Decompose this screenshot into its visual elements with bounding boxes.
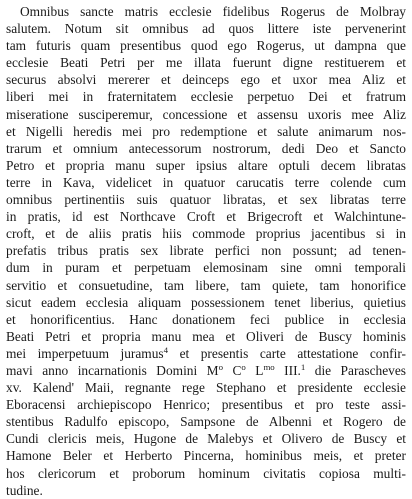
text-segment: mei imperpetuum juramus — [6, 345, 164, 361]
text-line-with-date — [6, 362, 406, 379]
text-segment: L — [245, 362, 264, 378]
text-line: croft, et de aliis pratis hiis commode proprius jacentibus si in — [6, 226, 406, 242]
text-line: Beati Petri et propria manu mea et Oliveri de Buscy hominis — [6, 328, 406, 344]
footnote-marker: 4 — [163, 345, 169, 356]
text-line: omnibus pertinentiis suis quatuor libratas, et sex libratas terre — [6, 192, 406, 208]
text-segment: III. — [274, 362, 301, 378]
ordinal-suffix: o — [218, 362, 223, 373]
text-line: tam futuris quam presentibus quod ego Rogerus, ut dampna que — [6, 38, 406, 54]
text-line: sicut eadem ecclesia aliquam possessionem tenet liberius, quietius — [6, 294, 406, 310]
text-line: securus absolvi mererer et deinceps ego et uxor mea Aliz et — [6, 72, 406, 88]
ordinal-suffix: o — [241, 362, 246, 373]
text-line: ecclesie Beati Petri per me illata fuerunt digne restituerem et — [6, 55, 406, 71]
charter-text — [6, 3, 406, 499]
text-line: Omnibus sancte matris ecclesie fidelibus Rogerus de Molbray — [20, 4, 406, 19]
text-segment: mavi anno incarnationis Domini M — [6, 362, 219, 378]
text-line: Cundi clericis meis, Hugone de Malebys et Olivero de Buscy et — [6, 431, 406, 447]
text-line: miseratione susciperemur, concessione et assensu uxoris mee Aliz — [6, 106, 406, 122]
text-line: Eboracensi archiepiscopo Henrico; presentibus et pro teste assi- — [6, 397, 406, 413]
text-line: dum in puram et perpetuam elemosinam sine omni temporali — [6, 260, 406, 276]
text-line: liberi mei in fraternitatem ecclesie perpetuo Dei et fratrum — [6, 89, 406, 105]
text-line: terre in Kava, videlicet in quatuor carucatis terre colende cum — [6, 174, 406, 190]
ordinal-suffix: mo — [263, 362, 275, 373]
text-line: et Nigelli heredis mei pro redemptione et salute animarum nos- — [6, 123, 406, 139]
text-line: tudine. — [6, 482, 43, 498]
text-segment: die Parascheves — [305, 362, 406, 378]
text-line: prefatis tribus pratis sex librate perfici non possunt; ad tenen- — [6, 243, 406, 259]
footnote-marker: 1 — [300, 362, 306, 373]
text-line: servitio et consuetudine, tam libere, tam quiete, tam honorifice — [6, 277, 406, 293]
text-line: xv. Kalend' Maii, regnante rege Stephano et presidente ecclesie — [6, 380, 406, 396]
text-line: salutem. Notum sit omnibus ad quos littere iste pervenerint — [6, 21, 406, 37]
text-segment: C — [223, 362, 242, 378]
text-line: trarum et omnium antecessorum nostrorum, dedi Deo et Sancto — [6, 140, 406, 156]
text-line: et honorificentius. Hanc donationem feci publice in ecclesia — [6, 311, 406, 327]
text-line: stentibus Radulfo episcopo, Sampsone de Albenni et Rogero de — [6, 414, 406, 430]
text-segment: et presentis carte attestatione confir- — [168, 345, 406, 361]
text-line: Hamone Beler et Herberto Pincerna, hominibus meis, et preter — [6, 448, 406, 464]
text-line: Petro et propria manu super ipsius altare optuli decem libratas — [6, 157, 406, 173]
text-line-with-footnote — [6, 345, 406, 362]
text-line: in pratis, id est Northcave Croft et Brigecroft et Walchintune- — [6, 209, 406, 225]
text-line: hos clericorum et proborum hominum civitatis copiosa multi- — [6, 465, 406, 481]
